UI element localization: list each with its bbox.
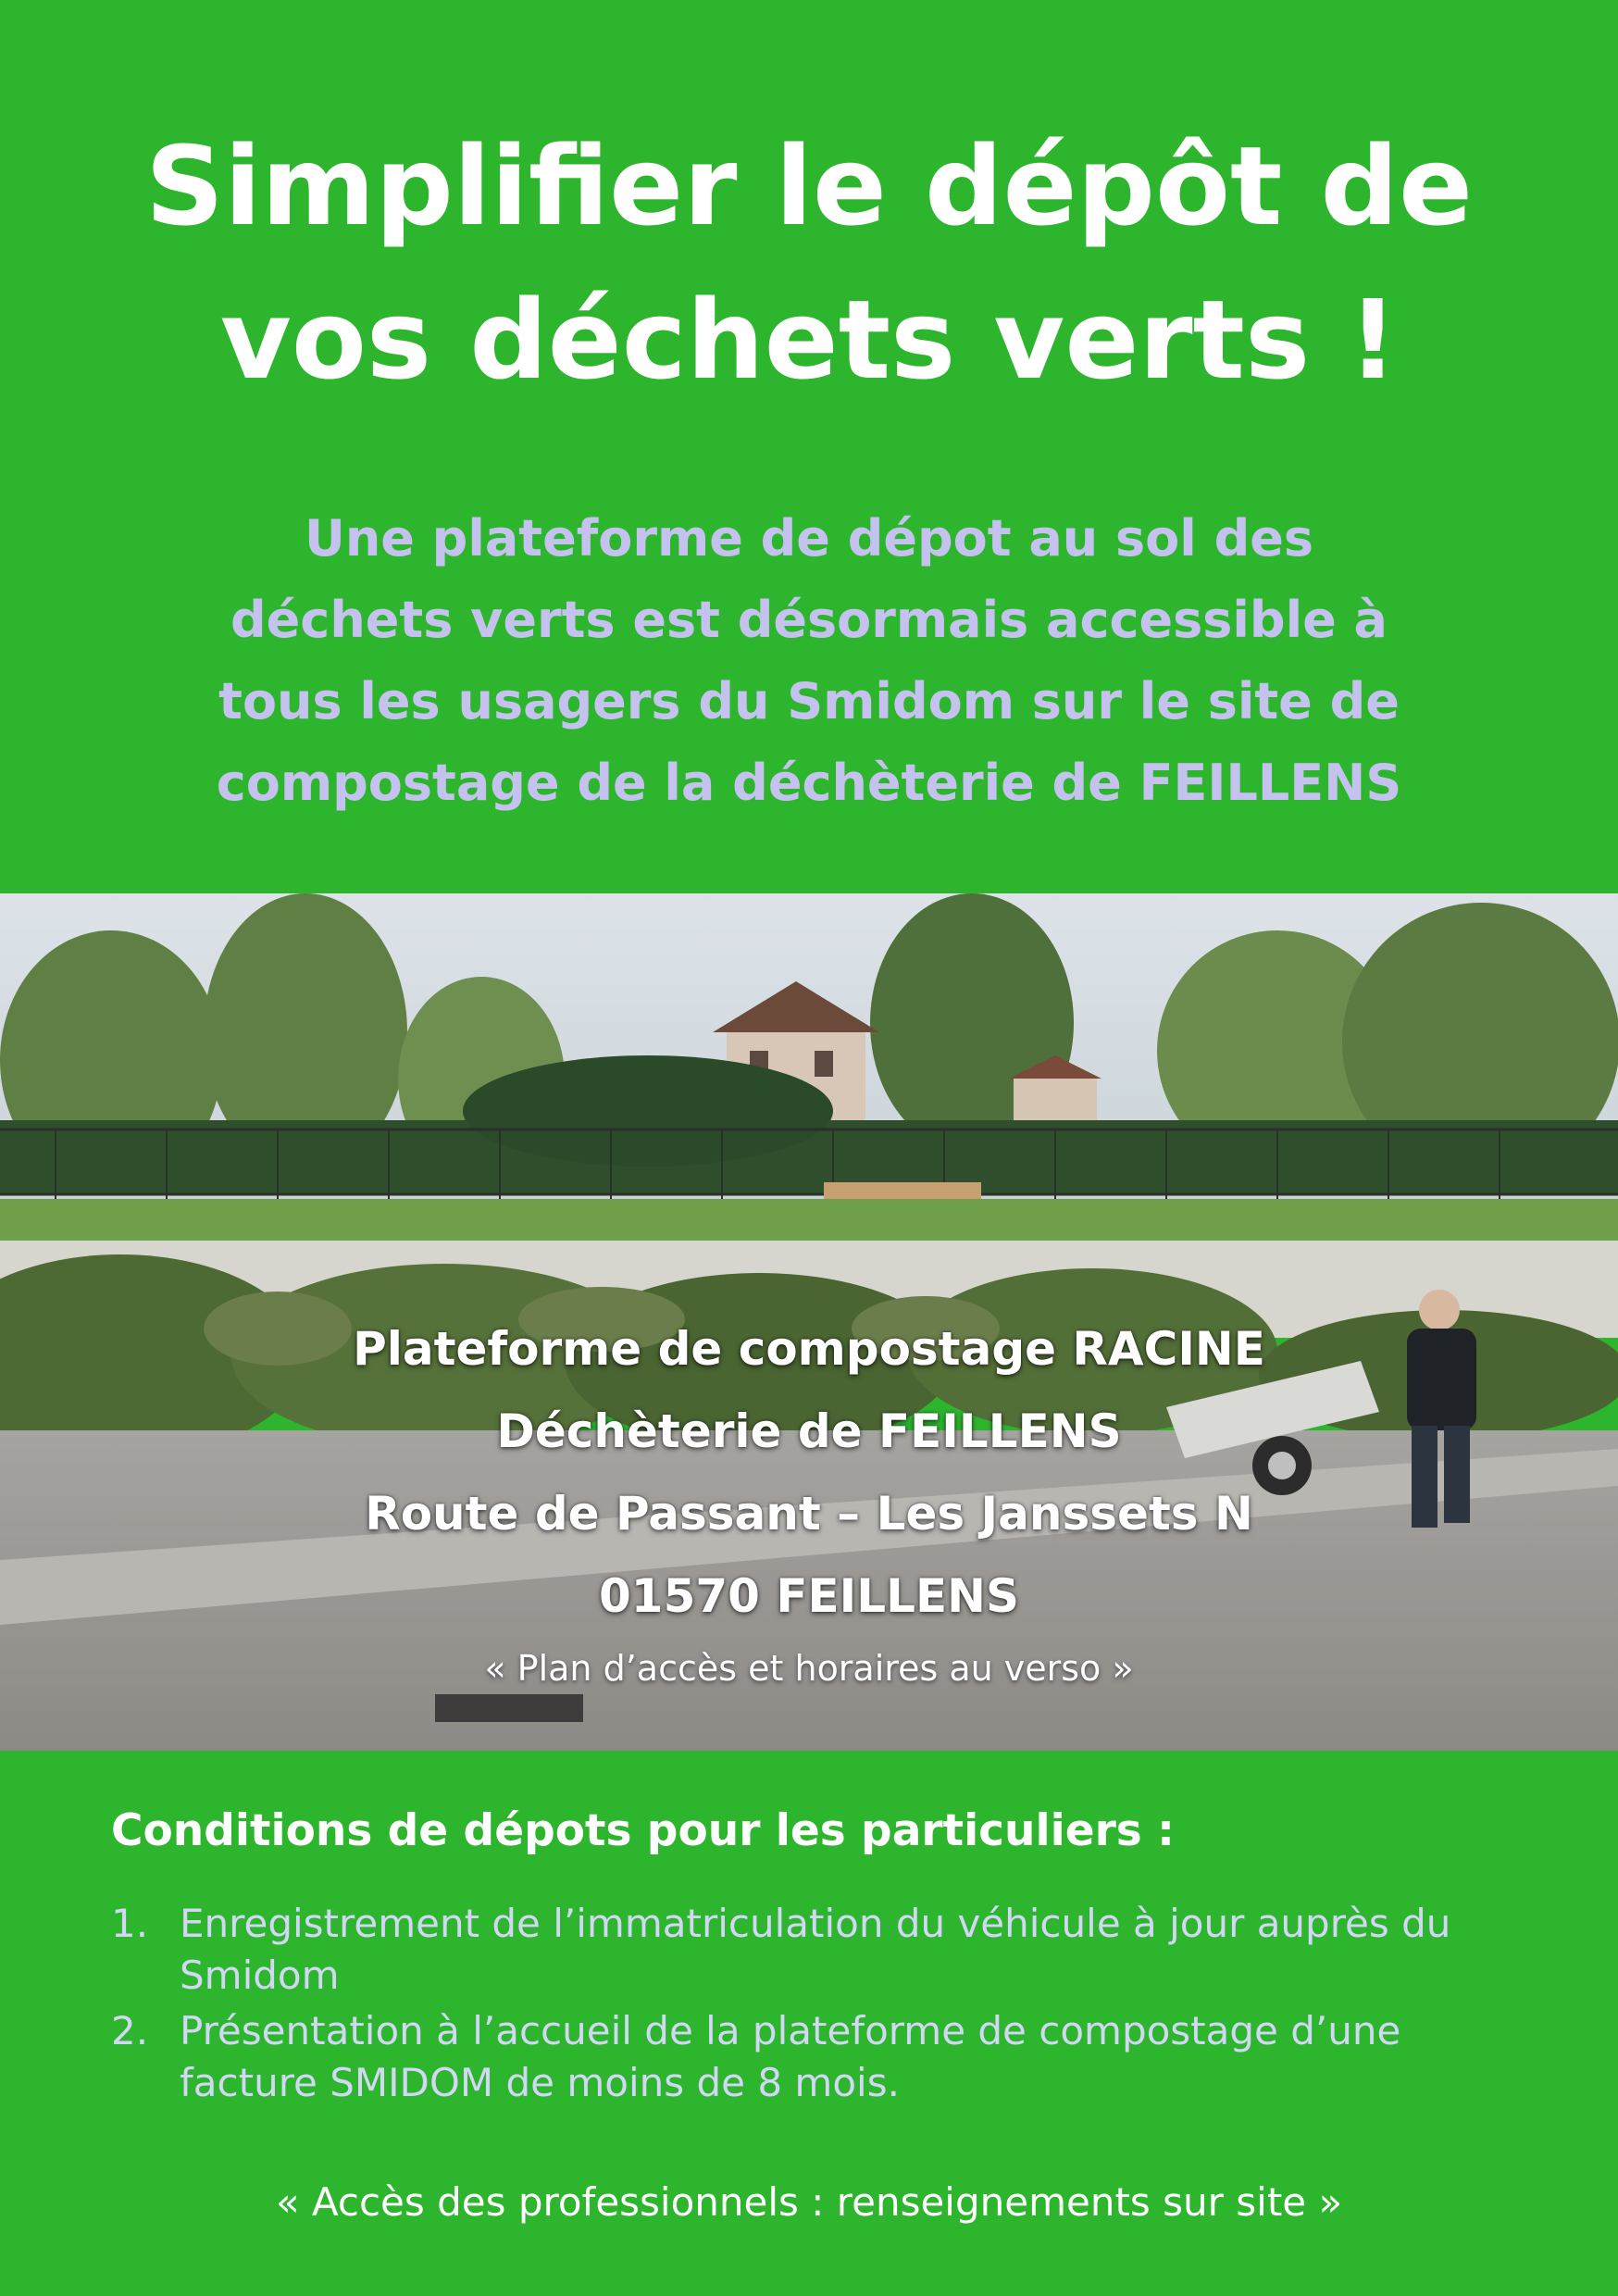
- conditions-list: [111, 1898, 1537, 2113]
- professional-access-note: « Accès des professionnels : renseignements sur site »: [275, 2179, 1343, 2225]
- page-title: [0, 109, 1618, 417]
- list-item-text: Présentation à l’accueil de la plateforme de compostage d’une facture SMIDOM de moins de 8 mois.: [180, 2008, 1401, 2105]
- title-line-1: Simplifier le dépôt de: [144, 122, 1474, 250]
- address-line-2: Déchèterie de FEILLENS: [496, 1404, 1122, 1458]
- site-address: [0, 1308, 1618, 1638]
- subtitle-line-1: Une plateforme de dépot au sol des: [304, 509, 1314, 568]
- subtitle-line-4: compostage de la déchèterie de FEILLENS: [216, 754, 1402, 812]
- subtitle-line-2: déchets verts est désormais accessible à: [230, 591, 1388, 649]
- subtitle-line-3: tous les usagers du Smidom sur le site de: [218, 672, 1400, 730]
- list-item: [111, 2005, 1537, 2109]
- title-line-2: vos déchets verts !: [219, 276, 1399, 404]
- list-item-number: 2.: [111, 2008, 149, 2053]
- address-line-3: Route de Passant – Les Janssets N: [365, 1487, 1253, 1541]
- list-item-number: 1.: [111, 1901, 149, 1946]
- subtitle: [0, 498, 1618, 824]
- address-line-4: 01570 FEILLENS: [598, 1569, 1019, 1623]
- conditions-title: Conditions de dépots pour les particuliers :: [111, 1805, 1175, 1856]
- address-line-1: Plateforme de compostage RACINE: [353, 1322, 1265, 1376]
- list-item-text: Enregistrement de l’immatriculation du véhicule à jour auprès du Smidom: [180, 1901, 1451, 1998]
- access-plan-note: « Plan d’accès et horaires au verso »: [484, 1648, 1134, 1689]
- list-item: [111, 1898, 1537, 2002]
